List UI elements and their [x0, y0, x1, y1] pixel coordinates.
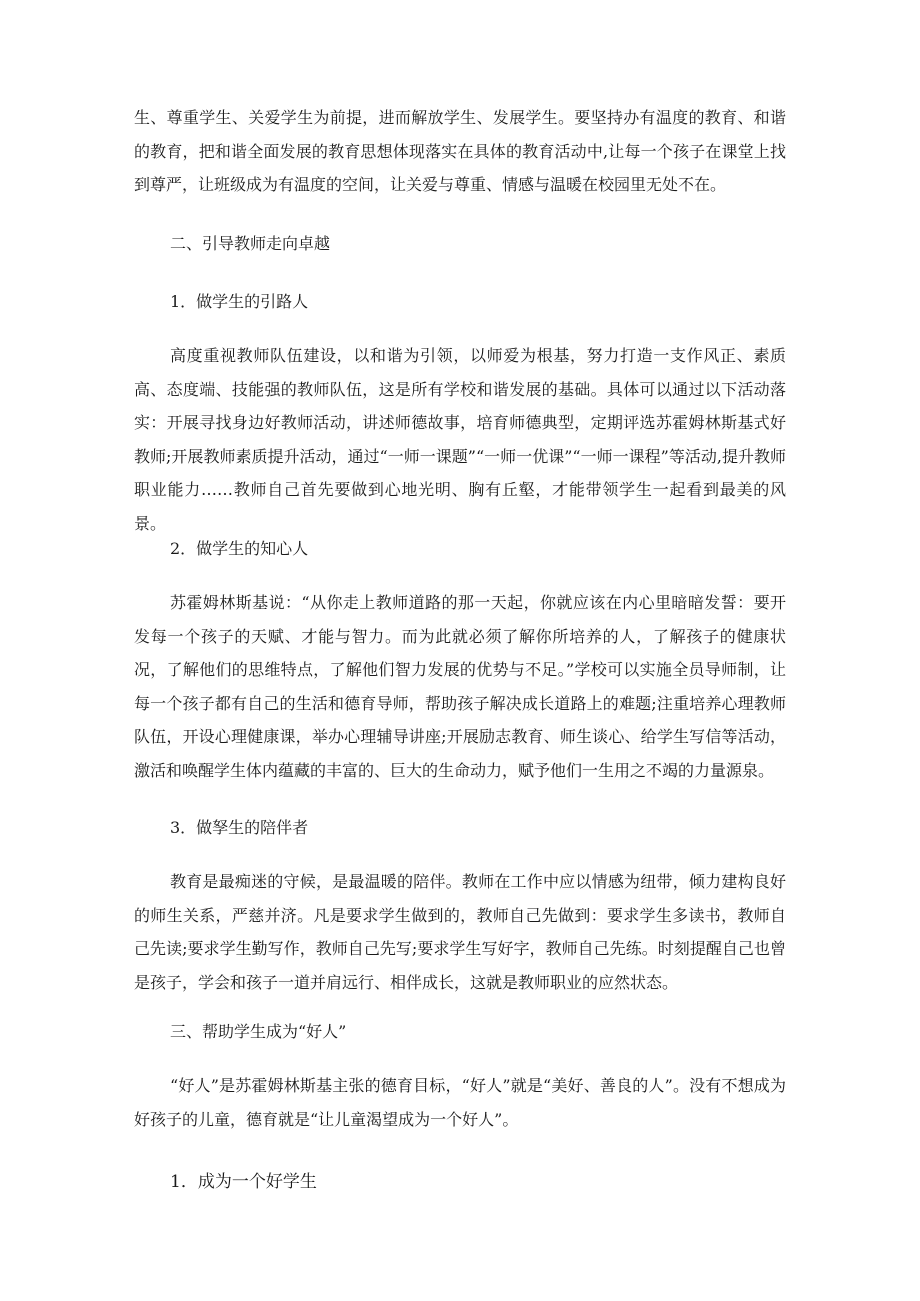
paragraph-intro: 生、尊重学生、关爱学生为前提，进而解放学生、发展学生。要坚持办有温度的教育、和谐的教育，把和谐全面发展的教育思想体现落实在具体的教育活动中,让每一个孩子在课堂上找到尊严，让班级成为有温度的空间，让关爱与尊重、情感与温暖在校园里无处不在。	[134, 108, 786, 194]
paragraph-2-2: 苏霍姆林斯基说：“从你走上教师道路的那一天起，你就应该在内心里暗暗发誓：要开发每一个孩子的天赋、才能与智力。而为此就必须了解你所培养的人，了解孩子的健康状况，了解他们的思维特点，了解他们智力发展的优势与不足。”学校可以实施全员导师制，让每一个孩子都有自己的生活和德育导师，帮助孩子解决成长道路上的难题;注重培养心理教师队伍，开设心理健康课，举办心理辅导讲座;开展励志教育、师生谈心、给学生写信等活动，激活和唤醒学生体内蕴藏的丰富的、巨大的生命动力，赋予他们一生用之不竭的力量源泉。	[134, 593, 786, 780]
section-heading-2: 二、引导教师走向卓越	[170, 234, 331, 253]
paragraph-2-3: 教育是最痴迷的守候，是最温暖的陪伴。教师在工作中应以情感为纽带，倾力建构良好的师生关系，严慈并济。凡是要求学生做到的，教师自己先做到：要求学生多读书，教师自己先读;要求学生勤写作，教师自己先写;要求学生写好字，教师自己先练。时刻提醒自己也曾是孩子，学会和孩子一道并肩远行、相伴成长，这就是教师职业的应然状态。	[134, 872, 786, 992]
paragraph-2-1: 高度重视教师队伍建设，以和谐为引领，以师爱为根基，努力打造一支作风正、素质高、态度端、技能强的教师队伍，这是所有学校和谐发展的基础。具体可以通过以下活动落实：开展寻找身边好教师活动，讲述师德故事，培育师德典型，定期评选苏霍姆林斯基式好教师;开展教师素质提升活动，通过“一师一课题”“一师一优课”“一师一课程”等活动,提升教师职业能力……教师自己首先要做到心地光明、胸有丘壑，才能带领学生一起看到最美的风景。	[134, 346, 786, 533]
subheading-2-1: 1．做学生的引路人	[170, 292, 309, 311]
section-heading-3: 三、帮助学生成为“好人”	[170, 1022, 347, 1041]
subheading-2-3: 3．做孥生的陪伴者	[170, 818, 309, 837]
paragraph-3-intro: “好人”是苏霍姆林斯基主张的德育目标，“好人”就是“美好、善良的人”。没有不想成为好孩子的儿童，德育就是“让儿童渴望成为一个好人”。	[134, 1076, 786, 1129]
subheading-2-2: 2．做学生的知心人	[170, 539, 309, 558]
subheading-3-1: 1．成为一个好学生	[170, 1172, 317, 1192]
